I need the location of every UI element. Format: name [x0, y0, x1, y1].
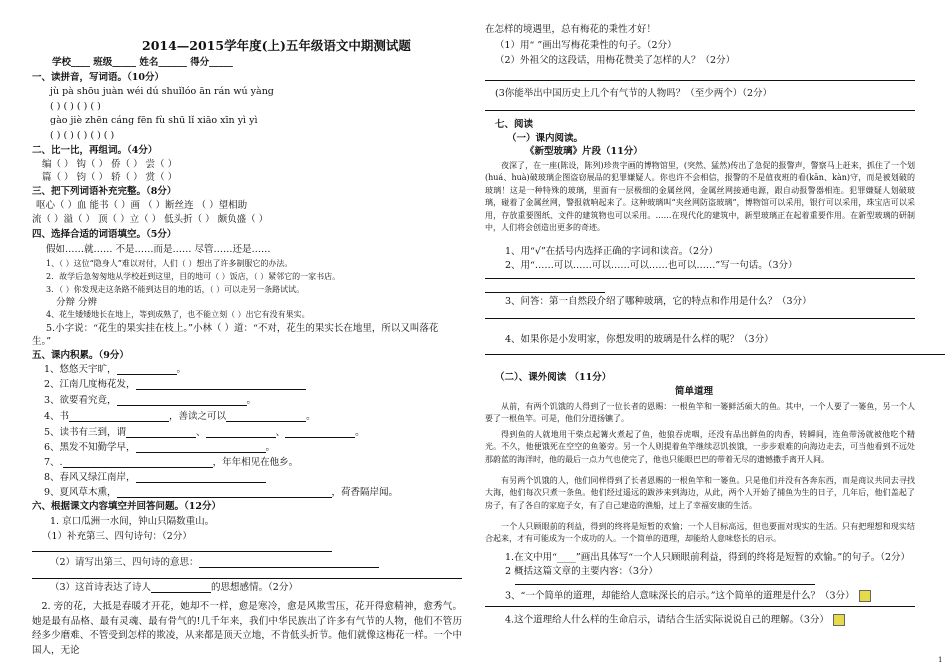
- answer-line: [485, 318, 915, 319]
- recite-3: 3、欲要看究竟， 。: [44, 395, 257, 406]
- pinyin-row-1: jù pà shōu juàn wéi dú shuǐlóo ān rán wú yàng: [50, 86, 274, 97]
- fill-item-5: 5.小字说：“花生的果实挂在枝上。”小林（ ）道：“不对，花生的果实长在地里，所以又叫落花: [46, 323, 439, 334]
- fill-item-4: 4、花生矮矮地长在地上，等到成熟了，也不能立刻（ ）出它有没有果实。: [46, 310, 310, 319]
- plum-q2: （2）外祖父的这段话，用梅花赞美了怎样的人？（2分）: [495, 55, 736, 66]
- answer-row-1: ( ) ( ) ( ) ( ): [50, 101, 101, 112]
- story-para-4: 一个人只顾眼前的利益，得到的终将是短暂的欢愉；一个人目标高远，但也要面对现实的生活。只有把理想和现实结合起来，才有可能成为一个成功的人。一个简单的道理，却能给人意味悠长的启示。: [485, 522, 915, 544]
- section-4-heading: 四、选择合适的词语填空。（5分）: [32, 229, 177, 240]
- answer-line: [32, 578, 462, 579]
- compare-row-2: 篇（ ） 钧（ ） 轿（ ） 赏（ ）: [42, 172, 178, 183]
- section-1-heading: 一、读拼音，写词语。（10分）: [32, 72, 164, 83]
- poem-q3: （3）这首诗表达了诗人 的思想感情。（2分）: [50, 582, 298, 593]
- plum-q1: （1）用“ ”画出写梅花秉性的句子。（2分）: [495, 40, 677, 51]
- answer-line: [485, 278, 915, 279]
- glass-q3: 3、问答：第一自然段介绍了哪种玻璃，它的特点和作用是什么？（3分）: [505, 296, 812, 307]
- recite-1: 1、悠悠天宇旷， 。: [44, 364, 187, 375]
- story-para-2: 得到鱼的人就地用干柴点起篝火煮起了鱼，他狼吞虎咽，还没有品出鲜鱼的肉香，转瞬间，连鱼带汤就被他吃个精光。不久，他便饿死在空空的鱼篓旁。另一个人则提着鱼竿继续忍饥挨饿，一步步艰难的向海边走去，可当他看到不远处那蔚蓝的海洋时，他的最后一点力气也使完了，他也只能眼巴巴的带着无尽的遗憾撒手离开人间。: [485, 430, 915, 464]
- answer-line: [515, 584, 815, 585]
- word-choices: 假如……就…… 不是……而是…… 尽管……还是……: [46, 244, 271, 255]
- fill-item-1: 1、（ ）这位“隐身人”难以对付，人们（ ）想出了许多制服它的办法。: [46, 259, 293, 268]
- story-q3: 3、“一个简单的道理，却能给人意味深长的启示。”这个简单的道理是什么？（3分）: [505, 590, 871, 602]
- glass-passage: 夜深了，在一座(陈设，陈列)珍贵字画的博物馆里，(突然、猛然)传出了急促的报警声，警察马上赶来，抓住了一个划(huá、huà)破玻璃企图盗窃展品的犯罪嫌疑人。你也许不会相信，报警的不是值夜班的看(kān、kàn)守，而是被划破的玻璃！这是一种特殊的玻璃，里面有一层极细的金属丝网，金属丝网接通电源，跟自动报警器相连。犯罪嫌疑人划破玻璃，碰着了金属丝网，警报就响起来了。这种玻璃叫“夹丝网防盗玻璃”，博物馆可以采用，银行可以采用，珠宝店可以采用，存放重要图纸、文件的建筑物也可以采用。……在现代化的建筑中，新型玻璃正在起着重要作用。在新型玻璃的研制中，人们将会创造出更多的奇迹。: [485, 161, 915, 232]
- pinyin-row-2: gào jiè zhēn cáng fēn fù shū lǐ xiāo xīn yì yì: [50, 115, 258, 126]
- poem-q2: （2）请写出第三、四句诗的意思：: [50, 557, 379, 568]
- cursor-icon: [859, 590, 871, 602]
- idiom-row-1: 呕心（ ）血 能书（ ）画 （ ）断丝连 （ ）望相助: [36, 200, 248, 211]
- fill-item-5-cont: 生。”: [32, 336, 52, 347]
- glass-q2: 2、用“……可以……可以……可以……也可以……”写一句话。（3分）: [505, 260, 798, 271]
- section-5-heading: 五、课内积累。（9分）: [32, 350, 129, 361]
- answer-line: [485, 80, 915, 81]
- section-6-heading: 六、根据课文内容填空并回答问题。（12分）: [32, 501, 221, 512]
- recite-8: 8、春风又绿江南岸，: [44, 472, 266, 483]
- section-2-heading: 二、比一比，再组词。（4分）: [32, 145, 158, 156]
- idiom-row-2: 流（ ）溢（ ） 顶（ ）立（ ） 低头折（ ） 颇负盛（ ）: [32, 214, 269, 225]
- story-q4: 4.这个道理给人什么样的生命启示，请结合生活实际说说自己的理解。（3分）: [505, 614, 845, 626]
- fill-item-2: 2．故学后急匆匆地从学校赶到这里，目的地可（ ）饭店，（ ）紧邻它的一家书店。: [46, 272, 341, 281]
- glass-q4: 4、如果你是小发明家，你想发明的玻璃是什么样的呢？（3分）: [505, 334, 774, 345]
- info-line: 学校____ 班级_____ 姓名______ 得分_____: [52, 57, 233, 68]
- word-choices-2: 分辩 分辨: [56, 297, 98, 308]
- cursor-icon: [833, 614, 845, 626]
- recite-7: 7、. ，年年相见在他乡。: [44, 457, 299, 468]
- answer-line: [32, 551, 332, 552]
- compare-row-1: 编（ ） 钩（ ） 侨（ ） 尝（ ）: [42, 159, 178, 170]
- story-title: 简单道理: [675, 386, 714, 397]
- exam-title: 2014—2015学年度(上)五年级语文中期测试题: [142, 38, 411, 53]
- poem-line: 1. 京口瓜洲一水间，钟山只隔数重山。: [50, 516, 215, 527]
- answer-row-2: ( ) ( ) ( ) ( ) ( ): [50, 130, 115, 141]
- plum-passage: 2. 旁的花，大抵是春暖才开花，她却不一样，愈是寒冷，愈是风欺雪压，花开得愈精神，愈秀气。她是最有品格、最有灵魂、最有骨气的!几千年来，我们中华民族出了许多有气节的人物，他们不管历经多少磨难、不管受到怎样的欺凌，从来都是顶天立地，不肯低头折节。他们就像这梅花一样。一个中国人，无论: [32, 601, 462, 657]
- story-q2: 2 概括这篇文章的主要内容：（3分）: [505, 566, 658, 577]
- recite-2: 2、江南几度梅花发，: [44, 379, 306, 390]
- fill-item-3: 3．（ ）你发现走这条路不能到达目的地的话，（ ）可以走另一条路试试。: [46, 285, 305, 294]
- recite-9: 9、夏风草木熏， ，荷香隔岸闻。: [44, 487, 399, 498]
- page-number: 1: [938, 656, 943, 664]
- section-7-heading: 七、阅读: [495, 119, 534, 130]
- answer-line: [485, 110, 915, 111]
- plum-q3: (3你能举出中国历史上几个有气节的人物吗？（至少两个）（2分）: [495, 88, 773, 99]
- in-class-reading-heading: （一）课内阅读。: [507, 133, 584, 144]
- answer-line: [485, 354, 945, 355]
- outside-reading-heading: （二）、课外阅读 （11分）: [495, 372, 612, 383]
- answer-line: [485, 292, 605, 293]
- plum-passage-cont: 在怎样的境遇里，总有梅花的秉性才好！: [485, 24, 657, 35]
- recite-6: 6、黑发不知勤学早， 。: [44, 442, 276, 453]
- recite-4: 4、书 ，善读之可以 。: [44, 411, 316, 422]
- glass-passage-title: 《新型玻璃》片段（11分）: [525, 146, 643, 157]
- glass-q1: 1、用“√”在括号内选择正确的字词和读音。（2分）: [505, 246, 719, 257]
- story-q1: 1.在文中用“____”画出具体写“一个人只顾眼前利益，得到的终将是短暂的欢愉。”的句子。（2分）: [505, 552, 911, 563]
- story-para-1: 从前，有两个饥饿的人得到了一位长者的恩赐：一根鱼竿和一篓鲜活硕大的鱼。其中，一个人要了一篓鱼，另一个人要了一根鱼竿。可是，他们分道扬镳了。: [485, 402, 915, 424]
- answer-line: [485, 606, 915, 607]
- story-para-3: 有另两个饥饿的人，他们同样得到了长者恩赐的一根鱼竿和一篓鱼。只是他们并没有各奔东西，而是商议共同去寻找大海，他们每次只煮一条鱼。他们经过遥远的跋涉来到海边，从此，两个人开始了捕鱼为生的日子，几年后，他们盖起了房子，有了各自的家庭子女，有了自己建造的渔船，过上了幸福安康的生活。: [485, 476, 915, 510]
- section-3-heading: 三、把下列词语补充完整。（8分）: [32, 186, 177, 197]
- recite-5: 5、读书有三到，谓 、 、 。: [44, 427, 365, 438]
- poem-q1: （1）补充第三、四句诗句：（2分）: [42, 531, 192, 542]
